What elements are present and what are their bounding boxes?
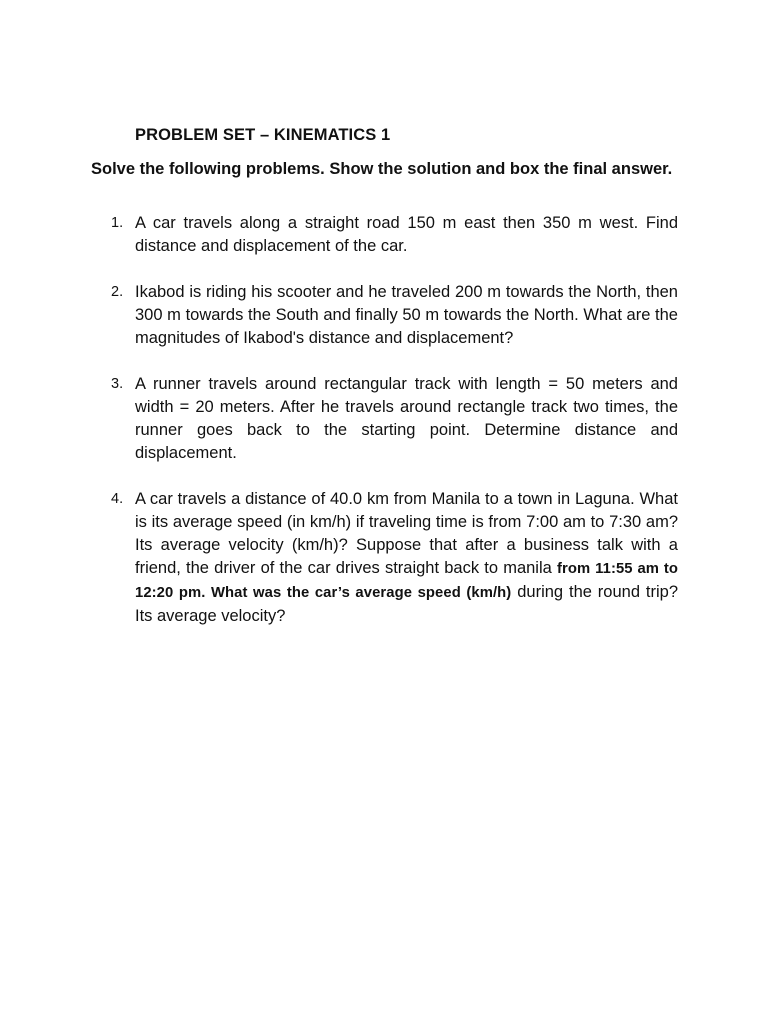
problem-text: A runner travels around rectangular track with length = 50 meters and width = 20 meters. After he travels around rectangle track two times, the runner goes back to the starting point. Determine distance and displacement. [135, 375, 678, 462]
problem-list [91, 212, 678, 628]
problem-text: Ikabod is riding his scooter and he traveled 200 m towards the North, then 300 m towards the South and finally 50 m towards the North. What are the magnitudes of Ikabod's distance and displacement? [135, 283, 678, 347]
problem-text-bold: from 11:55 am to 12:20 pm. What was the car’s average speed (km/h) [135, 561, 678, 601]
problem-number: 4. [111, 491, 124, 507]
problem-text: A car travels along a straight road 150 m east then 350 m west. Find distance and displacement of the car. [135, 214, 678, 255]
problem-text-tail: during the round trip? Its average velocity? [135, 583, 678, 625]
problem-item-2 [91, 281, 678, 350]
problem-number: 3. [111, 376, 124, 392]
problem-text: A car travels a distance of 40.0 km from Manila to a town in Laguna. What is its average speed (in km/h) if traveling time is from 7:00 am to 7:30 am? Its average velocity (km/h)? Suppose that after a business talk with a friend, the driver of the car drives straight back to manila [135, 490, 678, 577]
instructions-text: Solve the following problems. Show the solution and box the final answer. [91, 160, 673, 178]
problem-number: 2. [111, 284, 124, 300]
problem-item-3 [91, 373, 678, 465]
problem-item-1 [91, 212, 678, 258]
problem-item-4 [91, 488, 678, 628]
page-title: PROBLEM SET – KINEMATICS 1 [135, 126, 391, 144]
problem-number: 1. [111, 215, 124, 231]
